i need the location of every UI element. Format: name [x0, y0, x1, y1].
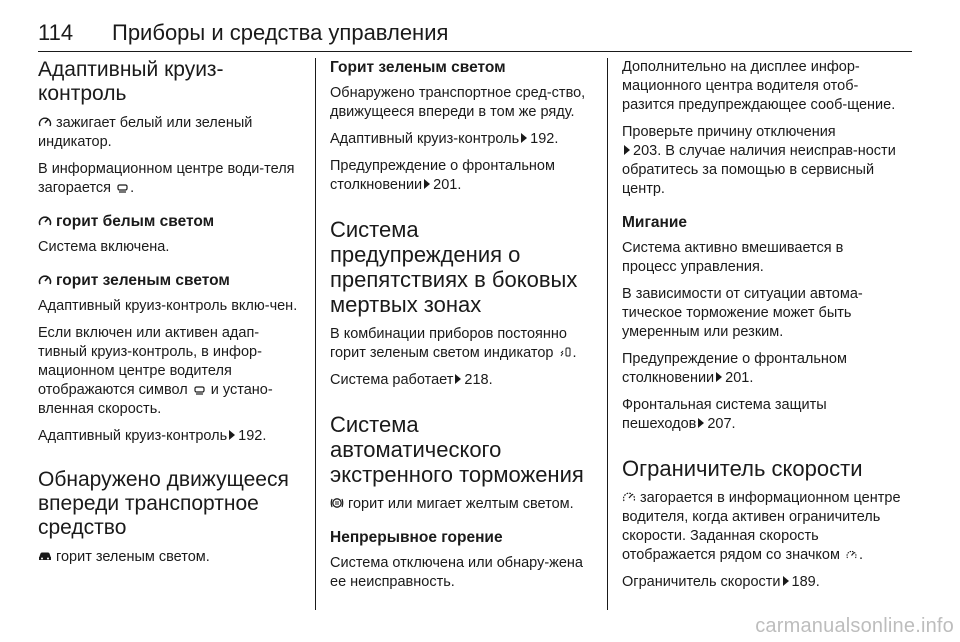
page-ref-link[interactable]: 203.	[633, 143, 662, 159]
page-ref-arrow-icon	[229, 430, 235, 440]
page-number: 114	[38, 20, 74, 45]
paragraph: Система отключена или обнару-жена ее неисправность.	[330, 555, 583, 590]
column-divider-1	[315, 58, 316, 610]
page-ref-arrow-icon	[624, 145, 630, 155]
speed-limiter-icon	[846, 549, 857, 560]
cruise-control-icon	[38, 116, 52, 128]
column-2	[330, 58, 596, 600]
paragraph: В информационном центре води-теля загорается .	[38, 161, 295, 196]
vehicle-ahead-icon	[117, 182, 128, 193]
page-title: Приборы и средства управления	[112, 20, 449, 45]
paragraph: Адаптивный круиз-контроль 192.	[38, 428, 267, 444]
watermark: carmanualsonline.info	[755, 615, 954, 637]
page-ref-arrow-icon	[716, 372, 722, 382]
paragraph: Обнаружено транспортное сред-ство, движущееся впереди в том же ряду.	[330, 85, 586, 120]
subheading: горит зеленым светом	[38, 271, 300, 291]
heading-auto-braking: Система автоматического экстренного торможения	[330, 412, 584, 487]
subheading: Мигание	[622, 214, 688, 231]
page-ref-link[interactable]: 189.	[791, 574, 820, 590]
paragraph: Адаптивный круиз-контроль вклю-чен.	[38, 298, 298, 314]
header-rule	[38, 51, 912, 52]
cruise-control-icon	[38, 215, 52, 227]
paragraph: зажигает белый или зеленый индикатор.	[38, 115, 253, 150]
paragraph: Предупреждение о фронтальном столкновении 201.	[622, 351, 847, 386]
page-header	[38, 20, 912, 50]
paragraph: горит зеленым светом.	[38, 548, 300, 567]
paragraph: Фронтальная система защиты пешеходов 207.	[622, 397, 827, 432]
page-ref-link[interactable]: 201.	[725, 370, 754, 386]
paragraph: Адаптивный круиз-контроль 192.	[330, 131, 559, 147]
page-ref-link[interactable]: 218.	[464, 372, 493, 388]
paragraph: Дополнительно на дисплее инфор-мационного центра водителя отоб-разится предупреждающее сооб-щение.	[622, 59, 896, 113]
page-ref-link[interactable]: 201.	[433, 177, 462, 193]
page-ref-arrow-icon	[424, 179, 430, 189]
heading-blind-spot: Система предупреждения о препятствиях в боковых мертвых зонах	[330, 217, 578, 317]
paragraph: Предупреждение о фронтальном столкновении 201.	[330, 158, 555, 193]
subheading: Непрерывное горение	[330, 529, 503, 546]
vehicle-ahead-icon	[194, 384, 205, 395]
page-ref-link[interactable]: 192.	[530, 131, 559, 147]
paragraph: Система активно вмешивается в процесс управления.	[622, 240, 844, 275]
column-3	[622, 58, 902, 600]
paragraph: В комбинации приборов постоянно горит зеленым светом индикатор .	[330, 326, 577, 361]
column-divider-2	[607, 58, 608, 610]
page-ref-link[interactable]: 192.	[238, 428, 267, 444]
paragraph: загорается в информационном центре водителя, когда активен ограничитель скорости. Заданная скорость отображается рядом со значком .	[622, 490, 901, 563]
speed-limiter-icon	[622, 491, 636, 503]
page-ref-link[interactable]: 207.	[707, 416, 736, 432]
cruise-control-icon	[38, 274, 52, 286]
paragraph: Ограничитель скорости 189.	[622, 574, 820, 590]
paragraph: Если включен или активен адап-тивный круиз-контроль, в инфор-мационном центре водителя отображаются символ и устано-вленная скорость.	[38, 325, 273, 417]
page-ref-arrow-icon	[455, 374, 461, 384]
page-ref-arrow-icon	[783, 576, 789, 586]
heading-vehicle-ahead: Обнаружено движущееся впереди транспортное средство	[38, 468, 289, 539]
brake-warning-icon	[330, 497, 344, 509]
page-ref-arrow-icon	[521, 133, 527, 143]
paragraph: горит или мигает желтым светом.	[330, 495, 596, 514]
car-icon	[38, 550, 52, 562]
paragraph: Проверьте причину отключения 203. В случае наличия неисправ-ности обратитесь за помощью в сервисный центр.	[622, 124, 896, 197]
page-ref-arrow-icon	[698, 418, 704, 428]
paragraph: Система включена.	[38, 239, 170, 255]
blind-spot-icon	[560, 347, 571, 358]
column-1	[38, 58, 300, 575]
subheading: Горит зеленым светом	[330, 59, 506, 76]
paragraph: Система работает 218.	[330, 372, 493, 388]
subheading: горит белым светом	[38, 212, 300, 232]
heading-adaptive-cruise: Адаптивный круиз-контроль	[38, 58, 224, 105]
paragraph: В зависимости от ситуации автома-тическое торможение может быть умеренным или резким.	[622, 286, 863, 340]
heading-speed-limiter: Ограничитель скорости	[622, 456, 863, 481]
